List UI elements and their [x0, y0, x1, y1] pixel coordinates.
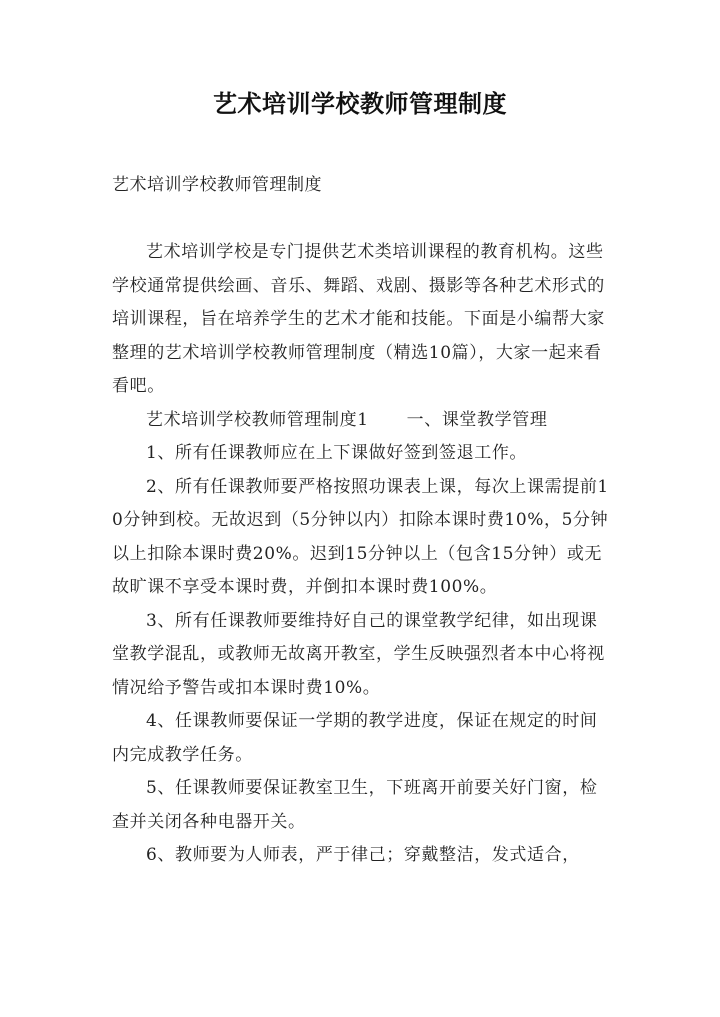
- document-subtitle: 艺术培训学校教师管理制度: [112, 175, 322, 195]
- document-body: [112, 236, 612, 873]
- rule-paragraph-5: 5、任课教师要保证教室卫生，下班离开前要关好门窗，检查并关闭各种电器开关。: [112, 778, 598, 832]
- section-heading-title: 艺术培训学校教师管理制度1: [146, 409, 369, 430]
- document-title: 艺术培训学校教师管理制度: [213, 90, 507, 118]
- rule-paragraph-3: 3、所有任课教师要维持好自己的课堂教学纪律，如出现课堂教学混乱，或教师无故离开教室，学生反映强烈者本中心将视情况给予警告或扣本课时费10%。: [112, 610, 605, 698]
- section-heading-subtitle: 一、课堂教学管理: [406, 409, 548, 430]
- rule-paragraph-1: 1、所有任课教师应在上下课做好签到签退工作。: [146, 443, 528, 463]
- rule-paragraph-6: 6、教师要为人师表，严于律己；穿戴整洁，发式适合，: [146, 845, 580, 865]
- rule-paragraph-4: 4、任课教师要保证一学期的教学进度，保证在规定的时间内完成教学任务。: [112, 711, 598, 765]
- section-heading: [112, 404, 612, 438]
- intro-paragraph: 艺术培训学校是专门提供艺术类培训课程的教育机构。这些学校通常提供绘画、音乐、舞蹈、戏剧、摄影等各种艺术形式的培训课程，旨在培养学生的艺术才能和技能。下面是小编帮大家整理的艺术培训学校教师管理制度（精选10篇），大家一起来看看吧。: [112, 242, 605, 396]
- rule-paragraph-2: 2、所有任课教师要严格按照功课表上课，每次上课需提前10分钟到校。无故迟到（5分钟以内）扣除本课时费10%，5分钟以上扣除本课时费20%。迟到15分钟以上（包含15分钟）或无故旷课不享受本课时费，并倒扣本课时费100%。: [112, 476, 609, 597]
